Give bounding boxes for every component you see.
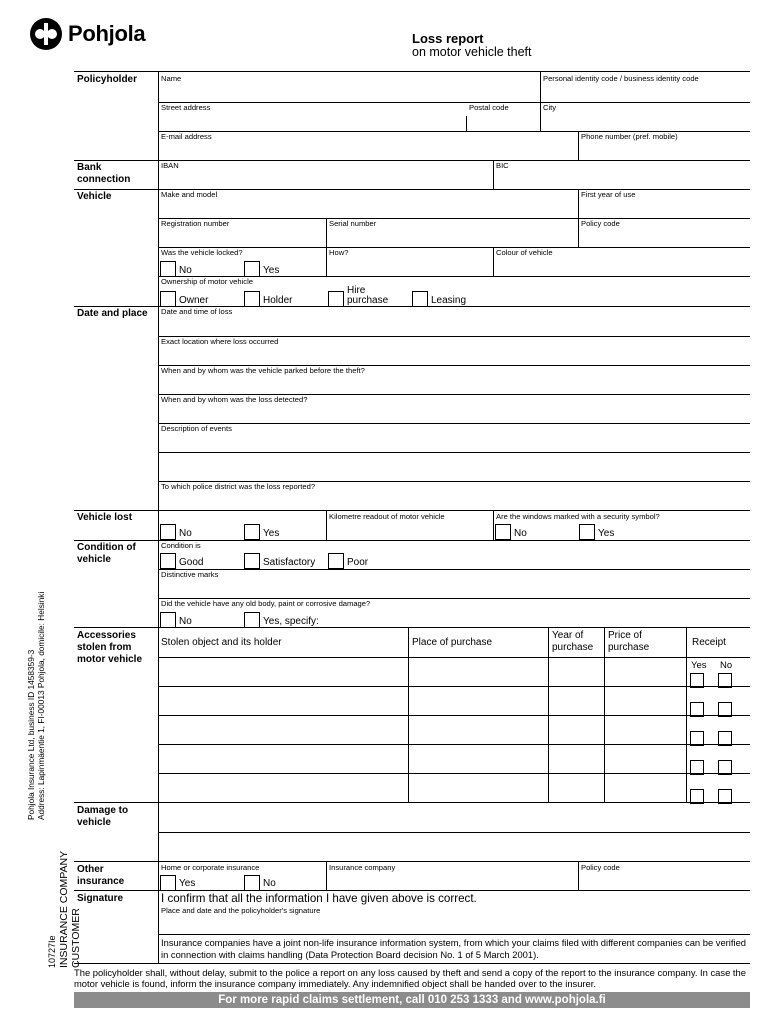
holder-label: Holder — [263, 295, 293, 306]
place-signature-label: Place and date and the policyholder's signature — [161, 906, 321, 915]
ins-company-label: Insurance company — [329, 863, 396, 872]
police-label: To which police district was the loss reported? — [161, 482, 316, 491]
vehicle-lost-yes-label: Yes — [263, 528, 280, 539]
side-code: 10727Ie — [47, 935, 57, 968]
old-damage-yes-checkbox[interactable] — [244, 612, 260, 628]
side-company-info — [26, 592, 46, 820]
col-receipt: Receipt — [692, 637, 726, 648]
condition-poor-checkbox[interactable] — [328, 553, 344, 569]
section-damage: Damage to vehicle — [77, 805, 129, 828]
other-ins-yes-label: Yes — [179, 878, 196, 889]
condition-good-checkbox[interactable] — [160, 553, 176, 569]
section-accessories: Accessories stolen from motor vehicle — [77, 630, 143, 665]
section-other-insurance: Other insurance — [77, 864, 125, 887]
windows-no-label: No — [514, 528, 527, 539]
leasing-checkbox[interactable] — [412, 291, 428, 307]
side-customer: CUSTOMER — [70, 908, 82, 968]
col-place-purchase: Place of purchase — [412, 637, 493, 648]
section-policyholder: Policyholder — [77, 74, 138, 85]
receipt-yes-checkbox[interactable] — [690, 760, 704, 775]
how-label: How? — [329, 248, 349, 257]
first-year-label: First year of use — [581, 190, 636, 199]
windows-yes-checkbox[interactable] — [579, 524, 595, 540]
receipt-yes-checkbox[interactable] — [690, 673, 704, 688]
locked-label: Was the vehicle locked? — [161, 248, 243, 257]
date-time-label: Date and time of loss — [161, 307, 233, 316]
serial-label: Serial number — [329, 219, 377, 228]
vehicle-lost-no-checkbox[interactable] — [160, 524, 176, 540]
col-price-purchase: Price of purchase — [608, 630, 650, 653]
section-vehicle-lost: Vehicle lost — [77, 512, 133, 523]
email-label: E-mail address — [161, 132, 212, 141]
windows-no-checkbox[interactable] — [495, 524, 511, 540]
section-condition: Condition of vehicle — [77, 542, 136, 565]
home-ins-label: Home or corporate insurance — [161, 863, 260, 872]
locked-yes-checkbox[interactable] — [244, 261, 260, 277]
hire-purchase-label: Hire purchase — [347, 285, 389, 306]
km-label: Kilometre readout of motor vehicle — [329, 512, 445, 521]
windows-yes-label: Yes — [598, 528, 615, 539]
claims-bar: For more rapid claims settlement, call 010 253 1333 and www.pohjola.fi — [74, 992, 750, 1008]
receipt-no-checkbox[interactable] — [718, 731, 732, 746]
locked-no-checkbox[interactable] — [160, 261, 176, 277]
condition-is-label: Condition is — [161, 541, 201, 550]
receipt-no-checkbox[interactable] — [718, 760, 732, 775]
section-date-place: Date and place — [77, 308, 148, 319]
location-label: Exact location where loss occurred — [161, 337, 279, 346]
owner-checkbox[interactable] — [160, 291, 176, 307]
receipt-yes-checkbox[interactable] — [690, 702, 704, 717]
old-damage-label: Did the vehicle have any old body, paint or corrosive damage? — [161, 599, 371, 608]
holder-checkbox[interactable] — [244, 291, 260, 307]
page-title: Loss report — [412, 31, 484, 46]
condition-good-label: Good — [179, 557, 204, 568]
side-copy-label — [46, 851, 82, 968]
ownership-label: Ownership of motor vehicle — [161, 277, 254, 286]
vehicle-lost-yes-checkbox[interactable] — [244, 524, 260, 540]
receipt-no-checkbox[interactable] — [718, 673, 732, 688]
old-damage-yes-specify-label: Yes, specify: — [263, 616, 319, 627]
receipt-no-checkbox[interactable] — [718, 702, 732, 717]
pohjola-logo-icon — [30, 18, 62, 50]
registration-label: Registration number — [161, 219, 230, 228]
logo-text: Pohjola — [68, 21, 146, 46]
col-receipt-yes: Yes — [691, 660, 707, 671]
other-ins-yes-checkbox[interactable] — [160, 875, 176, 891]
vehicle-lost-no-label: No — [179, 528, 192, 539]
section-vehicle: Vehicle — [77, 191, 112, 202]
description-label: Description of events — [161, 424, 232, 433]
section-signature: Signature — [77, 893, 124, 904]
col-receipt-no: No — [720, 660, 733, 671]
colour-label: Colour of vehicle — [496, 248, 553, 257]
policy-code2-label: Policy code — [581, 863, 620, 872]
condition-poor-label: Poor — [347, 557, 369, 568]
name-label: Name — [161, 74, 182, 83]
receipt-yes-checkbox[interactable] — [690, 789, 704, 804]
iban-label: IBAN — [161, 161, 179, 170]
locked-yes-label: Yes — [263, 265, 280, 276]
other-ins-no-label: No — [263, 878, 276, 889]
confirm-statement: I confirm that all the information I have given above is correct. — [161, 892, 477, 905]
col-stolen-object: Stolen object and its holder — [161, 637, 282, 648]
street-label: Street address — [161, 103, 211, 112]
locked-no-label: No — [179, 265, 192, 276]
hire-purchase-checkbox[interactable] — [328, 291, 344, 307]
make-model-label: Make and model — [161, 190, 218, 199]
condition-satisfactory-label: Satisfactory — [263, 557, 316, 568]
windows-label: Are the windows marked with a security symbol? — [496, 512, 660, 521]
section-bank: Bank connection — [77, 162, 131, 185]
detected-label: When and by whom was the loss detected? — [161, 395, 308, 404]
policy-code-label: Policy code — [581, 219, 620, 228]
leasing-label: Leasing — [431, 295, 467, 306]
condition-satisfactory-checkbox[interactable] — [244, 553, 260, 569]
postal-label: Postal code — [469, 103, 509, 112]
info-system-text: Insurance companies have a joint non-life insurance information system, from which your claims filed with different companies can be verified in connection with claims handling (Data Protection Board decision No. 1 of 5 March 2001). — [161, 937, 747, 960]
pohjola-logo — [30, 18, 145, 50]
col-year-purchase: Year of purchase — [552, 630, 594, 653]
footer-note: The policyholder shall, without delay, submit to the police a report on any loss caused by theft and send a copy of the report to the insurance company. In case the motor vehicle is found, inform the insurance company immediately. Any indemnified object shall be handed over to the insurer. — [74, 967, 746, 989]
page-subtitle: on motor vehicle theft — [412, 45, 532, 59]
city-label: City — [543, 103, 557, 112]
bic-label: BIC — [496, 161, 509, 170]
owner-label: Owner — [179, 295, 209, 306]
old-damage-no-label: No — [179, 616, 192, 627]
personal-id-label: Personal identity code / business identity code — [543, 74, 699, 83]
side-line1: Pohjola Insurance Ltd, business ID 1458359-3 — [26, 649, 36, 820]
other-ins-no-checkbox[interactable] — [244, 875, 260, 891]
parked-label: When and by whom was the vehicle parked before the theft? — [161, 366, 365, 375]
phone-label: Phone number (pref. mobile) — [581, 132, 678, 141]
side-company: INSURANCE COMPANY — [58, 850, 70, 968]
receipt-yes-checkbox[interactable] — [690, 731, 704, 746]
receipt-no-checkbox[interactable] — [718, 789, 732, 804]
marks-label: Distinctive marks — [161, 570, 219, 579]
side-line2: Address: Lapinmäentie 1, FI-00013 Pohjola, domicile: Helsinki — [36, 591, 46, 820]
old-damage-no-checkbox[interactable] — [160, 612, 176, 628]
